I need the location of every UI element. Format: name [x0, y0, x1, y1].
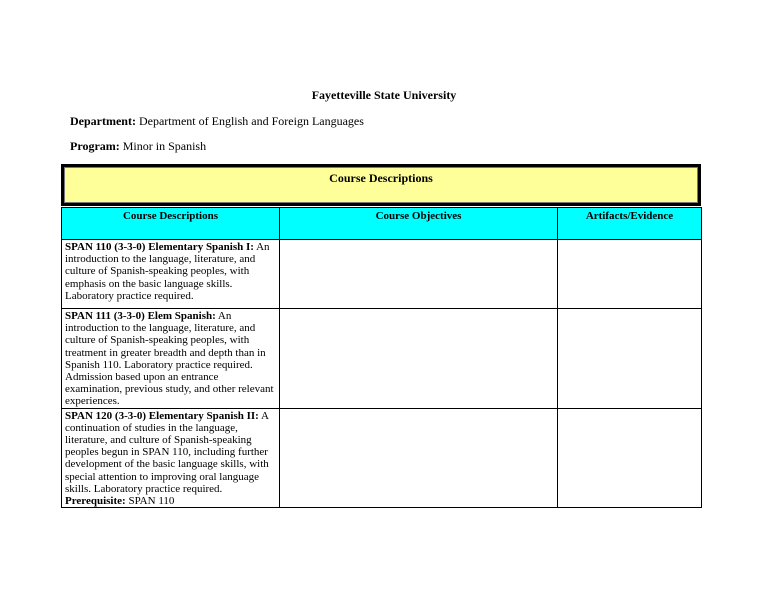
table-row: [62, 240, 702, 309]
course-table: [61, 207, 702, 508]
program-value: Minor in Spanish: [119, 139, 207, 153]
table-row: [62, 309, 702, 409]
artifacts-evidence-cell: [558, 408, 702, 508]
program-line: [70, 139, 206, 154]
course-description-text: An introduction to the language, literature, and culture of Spanish-speaking peoples, with emphasis on the basic language skills. Laboratory practice required.: [65, 241, 270, 302]
page-title: Fayetteville State University: [311, 88, 457, 102]
department-label: Department:: [70, 114, 136, 128]
course-code: SPAN 110 (3-3-0) Elementary Spanish I:: [65, 241, 254, 253]
column-header-evidence: Artifacts/Evidence: [558, 208, 702, 240]
course-objectives-cell: [280, 309, 558, 409]
department-value: Department of English and Foreign Languages: [135, 114, 364, 128]
course-descriptions-banner: [61, 164, 701, 206]
course-description-cell: [62, 309, 280, 409]
column-header-objectives: Course Objectives: [280, 208, 558, 240]
artifacts-evidence-cell: [558, 309, 702, 409]
course-description-text: An introduction to the language, literature, and culture of Spanish-speaking peoples, with treatment in greater breadth and depth than in Spanish 110. Laboratory practice required. Admission based upon an entrance examination, previous study, and other relevant experiences.: [65, 310, 274, 408]
department-line: [70, 114, 364, 129]
course-objectives-cell: [280, 240, 558, 309]
course-description-text: A continuation of studies in the language, literature, and culture of Spanish-speaking peoples begun in SPAN 110, including further development of the basic language skills, with special attention to improving oral language skills. Laboratory practice required.: [65, 409, 269, 495]
program-label: Program:: [70, 139, 120, 153]
table-row: [62, 408, 702, 508]
artifacts-evidence-cell: [558, 240, 702, 309]
course-description-cell: [62, 408, 280, 508]
table-header-row: [62, 208, 702, 240]
prerequisite-label: Prerequisite:: [65, 495, 126, 508]
banner-title: Course Descriptions: [329, 171, 433, 185]
course-code: SPAN 120 (3-3-0) Elementary Spanish II:: [65, 409, 259, 422]
prerequisite-value: SPAN 110: [125, 495, 175, 508]
course-code: SPAN 111 (3-3-0) Elem Spanish:: [65, 310, 216, 322]
course-objectives-cell: [280, 408, 558, 508]
course-description-cell: [62, 240, 280, 309]
column-header-descriptions: Course Descriptions: [62, 208, 280, 240]
